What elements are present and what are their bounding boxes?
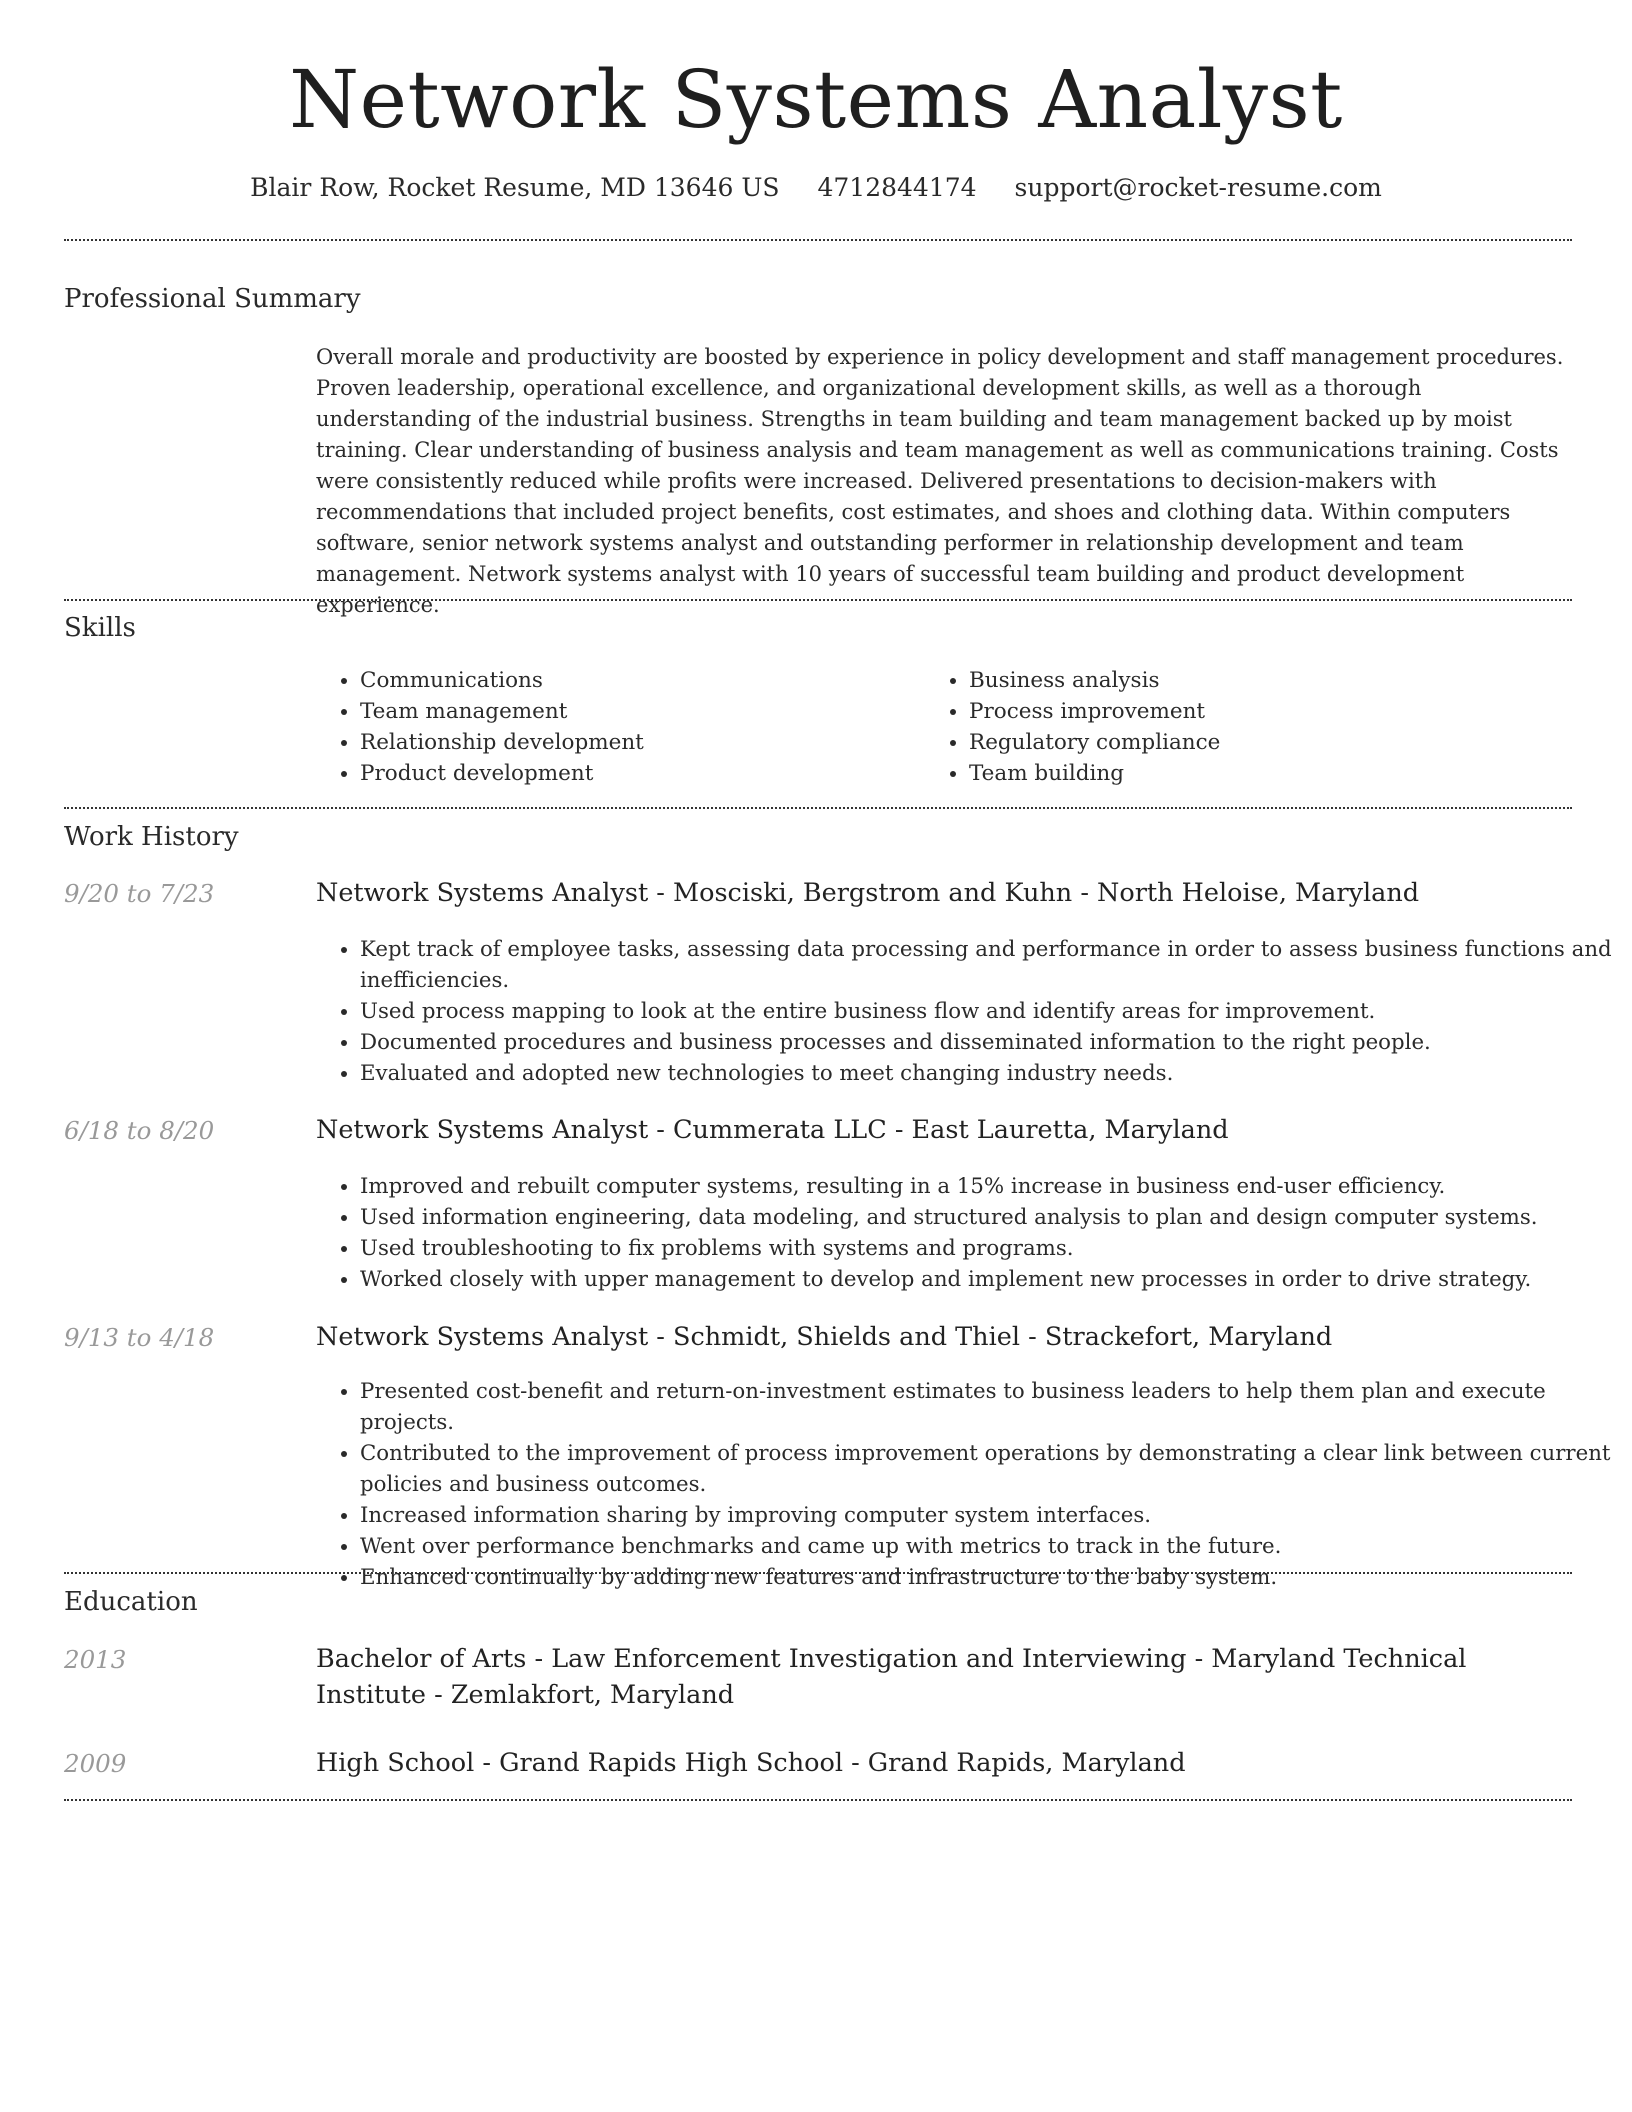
skills-heading: Skills [64, 613, 136, 643]
job-dates: 6/18 to 8/20 [64, 1116, 215, 1145]
summary-text: Overall morale and productivity are boosted by experience in policy development and staff management procedures. Proven leadership, operational excellence, and organizational development skills, as well as a thorough understanding of the industrial business. Strengths in team building and team management backed up by moist training. Clear understanding of business analysis and team management as well as communications training. Costs were consistently reduced while profits were increased. Delivered presentations to decision-makers with recommendations that included project benefits, cost estimates, and shoes and clothing data. Within computers software, senior network systems analyst and outstanding performer in relationship development and team management. Network systems analyst with 10 years of successful team building and product development experience. [316, 345, 1564, 617]
contact-address: Blair Row, Rocket Resume, MD 13646 US [250, 173, 780, 202]
skill-item: • Communications [360, 665, 920, 696]
job-dates: 9/13 to 4/18 [64, 1323, 215, 1352]
education-year: 2013 [64, 1645, 127, 1674]
job-bullets [316, 934, 1616, 1089]
job-title: Network Systems Analyst - Schmidt, Shields and Thiel - Strackefort, Maryland [316, 1322, 1333, 1352]
divider [64, 1799, 1572, 1801]
skill-item: • Team building [969, 758, 1569, 789]
job-bullet: • Used information engineering, data modeling, and structured analysis to plan and design computer systems. [360, 1202, 1616, 1233]
skill-item: • Business analysis [969, 665, 1569, 696]
divider [64, 807, 1572, 809]
job-bullet: • Worked closely with upper management to develop and implement new processes in order to drive strategy. [360, 1264, 1616, 1295]
skill-item: • Team management [360, 696, 920, 727]
job-dates: 9/20 to 7/23 [64, 879, 215, 908]
summary-heading: Professional Summary [64, 284, 361, 314]
job-bullet: • Contributed to the improvement of process improvement operations by demonstrating a clear link between current policies and business outcomes. [360, 1438, 1616, 1500]
skill-item: • Process improvement [969, 696, 1569, 727]
job-bullet: • Presented cost-benefit and return-on-investment estimates to business leaders to help them plan and execute projects. [360, 1376, 1616, 1438]
job-bullet: • Improved and rebuilt computer systems, resulting in a 15% increase in business end-user efficiency. [360, 1171, 1616, 1202]
job-bullets [316, 1171, 1616, 1295]
skills-list-left [316, 665, 920, 789]
skills-list-right [925, 665, 1569, 789]
job-bullet: • Went over performance benchmarks and came up with metrics to track in the future. [360, 1531, 1616, 1562]
divider [64, 239, 1572, 241]
contact-line [0, 170, 1632, 206]
job-bullet: • Enhanced continually by adding new features and infrastructure to the baby system. [360, 1562, 1616, 1593]
skill-item: • Regulatory compliance [969, 727, 1569, 758]
job-title: Network Systems Analyst - Cummerata LLC - East Lauretta, Maryland [316, 1115, 1229, 1145]
job-bullet: • Increased information sharing by improving computer system interfaces. [360, 1500, 1616, 1531]
work-heading: Work History [64, 822, 239, 852]
job-title: Network Systems Analyst - Mosciski, Bergstrom and Kuhn - North Heloise, Maryland [316, 878, 1420, 908]
education-title: Bachelor of Arts - Law Enforcement Investigation and Interviewing - Maryland Technical Institute - Zemlakfort, Maryland [316, 1644, 1467, 1710]
job-bullets [316, 1376, 1616, 1593]
job-bullet: • Documented procedures and business processes and disseminated information to the right people. [360, 1027, 1616, 1058]
education-title: High School - Grand Rapids High School - Grand Rapids, Maryland [316, 1748, 1186, 1778]
resume-title: Network Systems Analyst [289, 53, 1343, 146]
skill-item: • Product development [360, 758, 920, 789]
divider [64, 1572, 1572, 1574]
contact-email: support@rocket-resume.com [1014, 173, 1382, 202]
contact-phone: 4712844174 [817, 173, 977, 202]
job-bullet: • Evaluated and adopted new technologies to meet changing industry needs. [360, 1058, 1616, 1089]
education-year: 2009 [64, 1749, 127, 1778]
education-heading: Education [64, 1587, 198, 1617]
job-bullet: • Used process mapping to look at the entire business flow and identify areas for improvement. [360, 996, 1616, 1027]
job-bullet: • Kept track of employee tasks, assessing data processing and performance in order to assess business functions and inefficiencies. [360, 934, 1616, 996]
skill-item: • Relationship development [360, 727, 920, 758]
job-bullet: • Used troubleshooting to fix problems with systems and programs. [360, 1233, 1616, 1264]
divider [64, 599, 1572, 601]
